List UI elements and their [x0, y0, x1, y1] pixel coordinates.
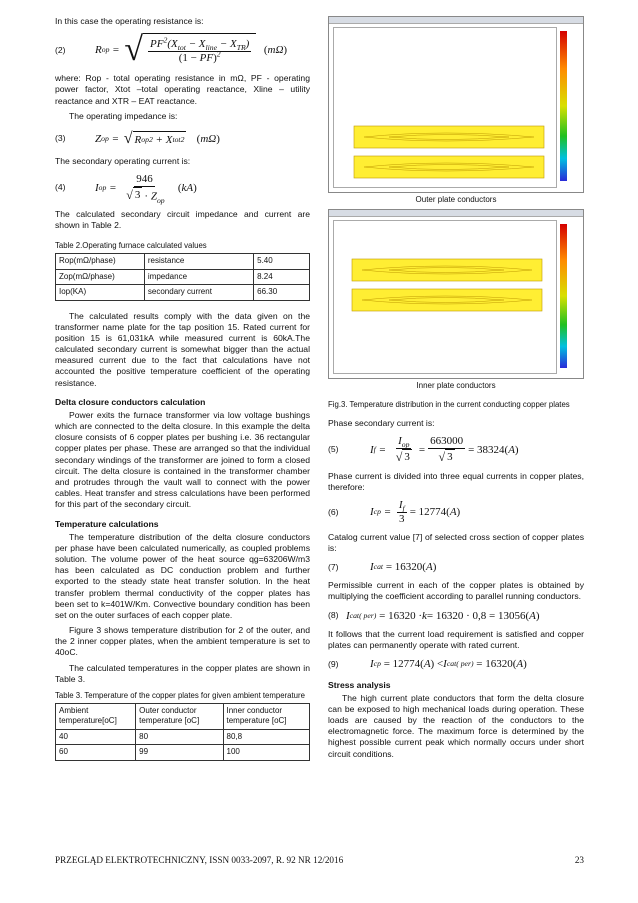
paragraph: The secondary operating current is: [55, 155, 191, 166]
table-row: 60 99 100 [56, 745, 310, 760]
paragraph: The high current plate conductors that form the delta closure can be exposed to high mechanical loads during operation. These loads are caused by the reaction of the conductors to the electromagnetic force. The maximum force is determined by the highest possible current peak which normally occurs under short circuit conditions. [328, 692, 584, 759]
page-number: 23 [574, 855, 584, 865]
paragraph: The temperature distribution of the delta closure conductors per phase have been calculated numerically, as coupled problems solution. The volume power of the heat source qg=63206W/m3 has been calculated as DC conduction problem and further exported to the steady state heat transfer solution. In the heat transfer problem thermal conductivity of the copper plates has been set to k=401W/Km. Convective boundary condition has been set on the outer surfaces of each copper plate. [55, 531, 310, 620]
paragraph: Figure 3 shows temperature distribution for 2 of the outer, and the 2 inner copper plates, when the ambient temperature is set to 40oC. [55, 625, 310, 658]
table-row: Ambient temperature[oC] Outer conductor temperature [oC] Inner conductor temperature [oC] [56, 704, 310, 730]
journal-citation: PRZEGLĄD ELEKTROTECHNICZNY, ISSN 0033-2097, R. 92 NR 12/2016 [55, 855, 344, 865]
paragraph: Catalog current value [7] of selected cross section of copper plates is: [328, 531, 584, 553]
section-heading: Delta closure conductors calculation [55, 396, 206, 407]
paragraph: The calculated results comply with the data given on the transformer name plate for the tap position 15. Rated current for position 15 is 61,031kA while measured current is 60kA.The calculated secondary current is somewhat bigger than the actual measured current due to the fact that calculations have not accounted the positive temperature coefficient of the operating resistance. [55, 310, 310, 388]
color-legend [558, 218, 578, 374]
equation-7: (7) I cat = 16320( A ) [328, 560, 437, 573]
paragraph: Power exits the furnace transformer via low voltage bushings which are connected to the delta closure. In this example the delta closure consists of 6 copper plates per bushing i.e. 36 rectangular copper plates per phase. These are arranged so that the individual secondary windings of the transformer are joined to form a closed circuit. The delta closure is contained in the transformer chamber and protrudes through the vault wall to connect with the power cables. Heat transfer and stress calculations have been performed for this part of the secondary circuit. [55, 409, 310, 510]
paragraph: Phase secondary current is: [328, 417, 435, 428]
copper-plate [354, 156, 544, 178]
plot-area [333, 220, 557, 374]
paragraph: where: Rop - total operating resistance in mΩ, PF - operating power factor, Xtot –total operating reactance, Xline – utility reactance and XTR – EAT reactance. [55, 73, 310, 106]
section-heading: Stress analysis [328, 679, 391, 690]
paragraph: The calculated secondary circuit impedance and current are shown in Table 2. [55, 208, 310, 231]
equation-6: (6) I cp = $\frac{I_f}{3}$ = 12774( A ) [328, 499, 461, 525]
left-column [55, 16, 310, 767]
table-row: Rop(mΩ/phase) resistance 5.40 [56, 254, 310, 269]
paragraph: Permissible current in each of the copper plates is obtained by multiplying the coefficient according to parallel running conductors. [328, 580, 584, 602]
copper-plate [354, 126, 544, 148]
table-3 [55, 703, 310, 761]
paragraph: In this case the operating resistance is: [55, 16, 204, 26]
paragraph: It follows that the current load requirement is satisfied and copper plates can permanently operate with rated current. [328, 628, 584, 651]
legend-gradient [560, 224, 567, 368]
equation-9: (9) I cp = 12774( A ) < I cat( per) = 16320( A ) [328, 658, 527, 671]
legend-gradient [560, 31, 567, 181]
equation-5: (5) I f = $I_{op}$ √ 3 = 663000 √ 3 = 38324( A ) [328, 435, 519, 465]
table-2-caption: Table 2.Operating furnace calculated values [55, 241, 207, 251]
section-heading: Temperature calculations [55, 518, 159, 529]
figure-toolbar [329, 17, 583, 24]
paragraph: Phase current is divided into three equal currents in copper plates, therefore: [328, 471, 584, 493]
equation-2: (2) R op = √ $\frac{PF^2(X_{tot} - X_{line} - X_{TR})}{(1 - PF)^2}$ ( mΩ ) [55, 31, 288, 69]
equation-3: (3) Z op = √ R op 2 + X tot 2 ( mΩ ) [55, 130, 220, 147]
temperature-plot-outer [334, 28, 556, 188]
copper-plate [352, 259, 542, 281]
figure-toolbar [329, 210, 583, 217]
figure-caption: Fig.3. Temperature distribution in the current conducting copper plates [328, 399, 570, 409]
paragraph: The calculated temperatures in the copper plates are shown in Table 3. [55, 662, 310, 684]
equation-4: (4) I op = 946 √ 3 · $Z_{op}$ ( kA ) [55, 173, 197, 205]
plot-area [333, 27, 557, 188]
color-legend [558, 25, 578, 187]
figure-outer-plates [328, 16, 584, 193]
equation-8: (8) I cat( per) = 16320 · k = 16320 · 0,8 = 13056( A ) [328, 609, 540, 622]
paragraph: The operating impedance is: [69, 110, 178, 121]
page-footer [55, 855, 584, 867]
temperature-plot-inner [334, 221, 556, 375]
figure-title: Inner plate conductors [416, 381, 496, 391]
right-column [328, 16, 584, 764]
table-row: 40 80 80,8 [56, 729, 310, 744]
figure-inner-plates [328, 209, 584, 379]
copper-plate [352, 289, 542, 311]
figure-title: Outer plate conductors [415, 195, 497, 204]
table-row: Zop(mΩ/phase) impedance 8.24 [56, 269, 310, 284]
table-2 [55, 253, 310, 300]
table-row: Iop(KA) secondary current 66.30 [56, 285, 310, 300]
table-3-caption: Table 3. Temperature of the copper plates for given ambient temperature [55, 690, 305, 700]
